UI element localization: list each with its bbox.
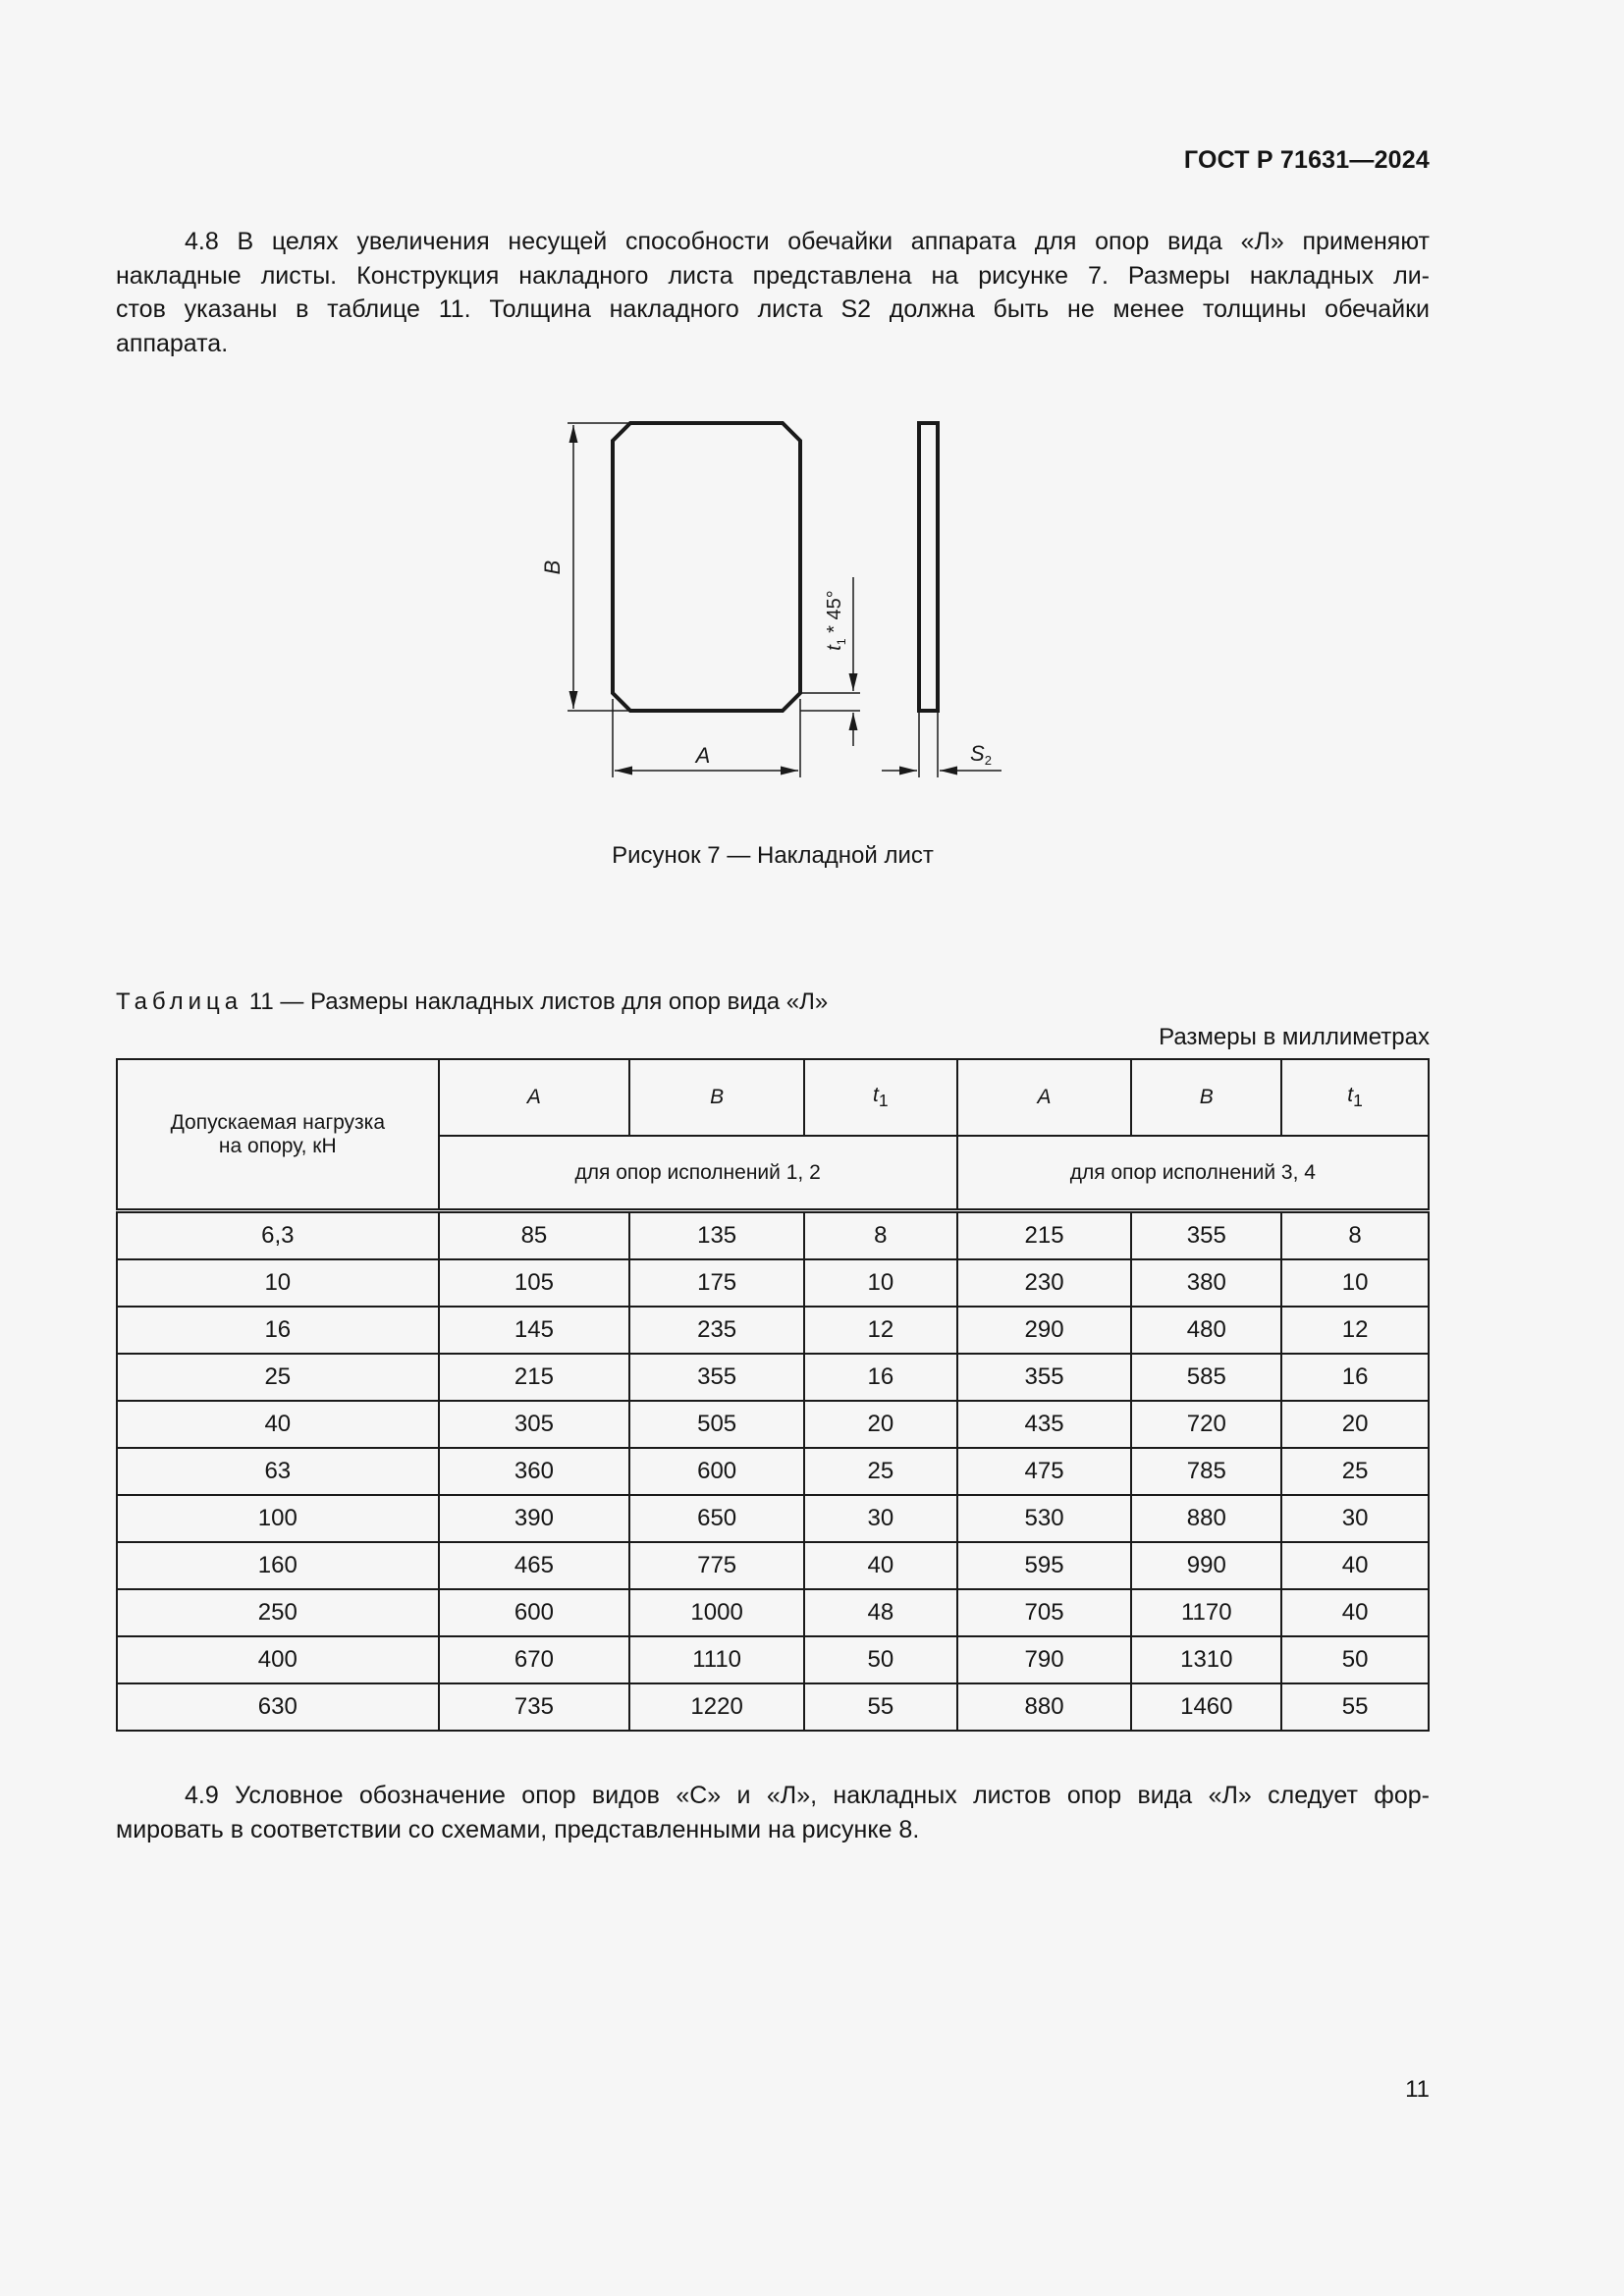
paragraph-4-8 [116,225,1430,360]
figure-caption: Рисунок 7 — Накладной лист [612,842,934,869]
table-row [117,1354,1429,1401]
table-row [117,1211,1429,1260]
label-a: A [695,743,711,768]
table-cell: 230 [957,1259,1132,1307]
header-group-3-4: для опор исполнений 3, 4 [957,1136,1429,1211]
table-row [117,1636,1429,1683]
table-cell: 735 [439,1683,630,1731]
table-cell: 55 [1281,1683,1429,1731]
header-a-1: A [439,1059,630,1136]
table-cell: 25 [117,1354,439,1401]
table-cell: 1000 [629,1589,804,1636]
table-cell: 40 [117,1401,439,1448]
table-cell: 30 [1281,1495,1429,1542]
table-cell: 48 [804,1589,957,1636]
table-cell: 1220 [629,1683,804,1731]
header-b-1: B [629,1059,804,1136]
table-cell: 475 [957,1448,1132,1495]
table-cell: 63 [117,1448,439,1495]
label-chamfer: $t_1 * 45^\circ$ [824,590,848,651]
table-cell: 880 [957,1683,1132,1731]
table-cell: 785 [1131,1448,1281,1495]
table-cell: 20 [1281,1401,1429,1448]
table-body [117,1211,1429,1732]
table-cell: 530 [957,1495,1132,1542]
paragraph-line: накладные листы. Конструкция накладного листа представлена на рисунке 7. Размеры накладных ли- [116,261,1430,290]
page-number: 11 [1405,2076,1430,2103]
table-cell: 50 [804,1636,957,1683]
table-cell: 50 [1281,1636,1429,1683]
table-cell: 215 [439,1354,630,1401]
table-row [117,1401,1429,1448]
table-cell: 16 [804,1354,957,1401]
table-title-text: 11 — Размеры накладных листов для опор вида «Л» [243,988,829,1015]
paragraph-line: аппарата. [116,329,229,357]
table-cell: 105 [439,1259,630,1307]
header-load: Допускаемая нагрузка на опору, кН [117,1059,439,1211]
table-title [116,988,828,1016]
table-cell: 40 [1281,1542,1429,1589]
table-cell: 6,3 [117,1211,439,1260]
table-cell: 435 [957,1401,1132,1448]
table-cell: 1460 [1131,1683,1281,1731]
table-row [117,1448,1429,1495]
table-cell: 600 [439,1589,630,1636]
table-cell: 10 [117,1259,439,1307]
table-row [117,1259,1429,1307]
label-b: B [540,560,565,575]
table-cell: 720 [1131,1401,1281,1448]
table-cell: 705 [957,1589,1132,1636]
table-cell: 10 [804,1259,957,1307]
table-cell: 8 [1281,1211,1429,1260]
dimensions-table [116,1058,1430,1732]
paragraph-line: 4.8 В целях увеличения несущей способности обечайки аппарата для опор вида «Л» применяют [185,228,1430,255]
table-cell: 160 [117,1542,439,1589]
table-cell: 400 [117,1636,439,1683]
table-cell: 990 [1131,1542,1281,1589]
paragraph-line: стов указаны в таблице 11. Толщина накладного листа S2 должна быть не менее толщины обечайки [116,295,1430,323]
table-cell: 380 [1131,1259,1281,1307]
table-cell: 600 [629,1448,804,1495]
table-cell: 305 [439,1401,630,1448]
table-cell: 20 [804,1401,957,1448]
table-cell: 235 [629,1307,804,1354]
table-cell: 480 [1131,1307,1281,1354]
table-units: Размеры в миллиметрах [1159,1024,1430,1050]
paragraph-4-9 [116,1779,1430,1846]
table-cell: 360 [439,1448,630,1495]
table-cell: 1110 [629,1636,804,1683]
table-cell: 250 [117,1589,439,1636]
paragraph-line: 4.9 Условное обозначение опор видов «С» и «Л», накладных листов опор вида «Л» следует фор- [185,1782,1430,1809]
table-cell: 1170 [1131,1589,1281,1636]
table-cell: 10 [1281,1259,1429,1307]
table-cell: 16 [117,1307,439,1354]
table-cell: 215 [957,1211,1132,1260]
table-cell: 175 [629,1259,804,1307]
table-cell: 145 [439,1307,630,1354]
table-row [117,1495,1429,1542]
header-t1-2: $t_1$ [1281,1059,1429,1136]
table-cell: 505 [629,1401,804,1448]
table-row [117,1683,1429,1731]
table-row [117,1542,1429,1589]
table-cell: 40 [1281,1589,1429,1636]
header-b-2: B [1131,1059,1281,1136]
table-row [117,1589,1429,1636]
table-cell: 85 [439,1211,630,1260]
table-cell: 585 [1131,1354,1281,1401]
table-cell: 355 [1131,1211,1281,1260]
header-group-1-2: для опор исполнений 1, 2 [439,1136,957,1211]
table-cell: 8 [804,1211,957,1260]
table-cell: 1310 [1131,1636,1281,1683]
table-cell: 100 [117,1495,439,1542]
table-cell: 12 [1281,1307,1429,1354]
table-cell: 55 [804,1683,957,1731]
header-a-2: A [957,1059,1132,1136]
table-cell: 650 [629,1495,804,1542]
table-cell: 40 [804,1542,957,1589]
header-t1-1: $t_1$ [804,1059,957,1136]
table-cell: 355 [629,1354,804,1401]
table-cell: 465 [439,1542,630,1589]
overlay-sheet-drawing [530,410,1021,783]
table-cell: 790 [957,1636,1132,1683]
table-title-prefix: Таблица [116,988,244,1015]
table-cell: 670 [439,1636,630,1683]
label-s2: S2 [970,741,992,768]
table-row [117,1307,1429,1354]
table-cell: 25 [804,1448,957,1495]
table-cell: 390 [439,1495,630,1542]
paragraph-line: мировать в соответствии со схемами, представленными на рисунке 8. [116,1815,920,1843]
table-cell: 25 [1281,1448,1429,1495]
table-cell: 595 [957,1542,1132,1589]
table-cell: 880 [1131,1495,1281,1542]
document-code: ГОСТ Р 71631—2024 [1183,146,1430,174]
table-cell: 16 [1281,1354,1429,1401]
table-cell: 30 [804,1495,957,1542]
table-cell: 290 [957,1307,1132,1354]
table-cell: 135 [629,1211,804,1260]
sheet-side-view [919,423,938,711]
sheet-outline [613,423,800,711]
table-cell: 630 [117,1683,439,1731]
table-cell: 12 [804,1307,957,1354]
table-cell: 355 [957,1354,1132,1401]
table-cell: 775 [629,1542,804,1589]
